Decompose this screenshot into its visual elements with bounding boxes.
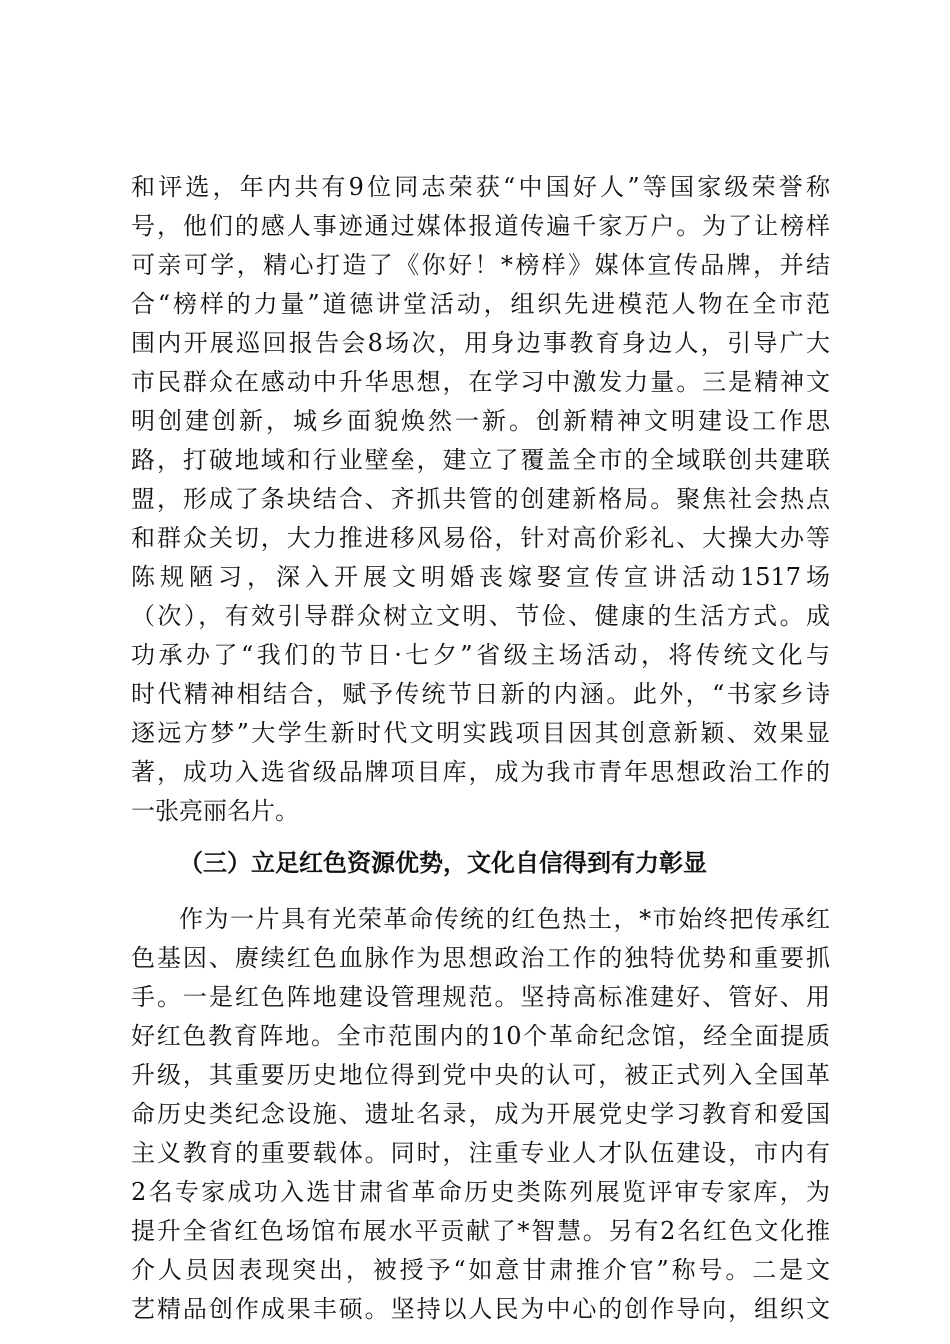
- paragraph-line: 和评选，年内共有9位同志荣获“中国好人”等国家级荣誉称: [131, 173, 830, 201]
- paragraph-line: 围内开展巡回报告会8场次，用身边事教育身边人，引导广大: [131, 329, 830, 357]
- paragraph-line: 市民群众在感动中升华思想，在学习中激发力量。三是精神文: [131, 368, 830, 396]
- section-heading: （三）立足红色资源优势，文化自信得到有力彰显: [179, 849, 707, 877]
- paragraph-line: 一张亮丽名片。: [131, 797, 299, 825]
- paragraph-line: 功承办了“我们的节日·七夕”省级主场活动，将传统文化与: [131, 641, 830, 669]
- paragraph-line: 号，他们的感人事迹通过媒体报道传遍千家万户。为了让榜样: [131, 212, 830, 240]
- paragraph-line: 时代精神相结合，赋予传统节日新的内涵。此外，“书家乡诗: [131, 680, 830, 708]
- paragraph-line: 陈规陋习，深入开展文明婚丧嫁娶宣传宣讲活动1517场: [131, 563, 830, 591]
- paragraph-line: 明创建创新，城乡面貌焕然一新。创新精神文明建设工作思: [131, 407, 830, 435]
- paragraph-line: 可亲可学，精心打造了《你好！*榜样》媒体宣传品牌，并结: [131, 251, 830, 279]
- paragraph-line: 逐远方梦”大学生新时代文明实践项目因其创意新颖、效果显: [131, 719, 830, 747]
- paragraph-line: 路，打破地域和行业壁垒，建立了覆盖全市的全域联创共建联: [131, 446, 830, 474]
- paragraph-line: （次），有效引导群众树立文明、节俭、健康的生活方式。成: [131, 602, 830, 630]
- paragraph-line: 和群众关切，大力推进移风易俗，针对高价彩礼、大操大办等: [131, 524, 830, 552]
- paragraph-line: 著，成功入选省级品牌项目库，成为我市青年思想政治工作的: [131, 758, 830, 786]
- paragraph-line: 好红色教育阵地。全市范围内的10个革命纪念馆，经全面提质: [131, 1022, 830, 1050]
- paragraph-line: 命历史类纪念设施、遗址名录，成为开展党史学习教育和爱国: [131, 1100, 830, 1128]
- paragraph-line: 升级，其重要历史地位得到党中央的认可，被正式列入全国革: [131, 1061, 830, 1089]
- paragraph-line: 手。一是红色阵地建设管理规范。坚持高标准建好、管好、用: [131, 983, 830, 1011]
- paragraph-line: 色基因、赓续红色血脉作为思想政治工作的独特优势和重要抓: [131, 944, 830, 972]
- paragraph-line: 提升全省红色场馆布展水平贡献了*智慧。另有2名红色文化推: [131, 1217, 830, 1245]
- paragraph-line: 主义教育的重要载体。同时，注重专业人才队伍建设，市内有: [131, 1139, 830, 1167]
- paragraph-line: 介人员因表现突出，被授予“如意甘肃推介官”称号。二是文: [131, 1256, 830, 1284]
- paragraph-line: 艺精品创作成果丰硕。坚持以人民为中心的创作导向，组织文: [131, 1295, 830, 1323]
- paragraph-line: 2名专家成功入选甘肃省革命历史类陈列展览评审专家库，为: [131, 1178, 830, 1206]
- paragraph-line: 合“榜样的力量”道德讲堂活动，组织先进模范人物在全市范: [131, 290, 830, 318]
- paragraph-line: 作为一片具有光荣革命传统的红色热土，*市始终把传承红: [179, 905, 830, 933]
- paragraph-line: 盟，形成了条块结合、齐抓共管的创建新格局。聚焦社会热点: [131, 485, 830, 513]
